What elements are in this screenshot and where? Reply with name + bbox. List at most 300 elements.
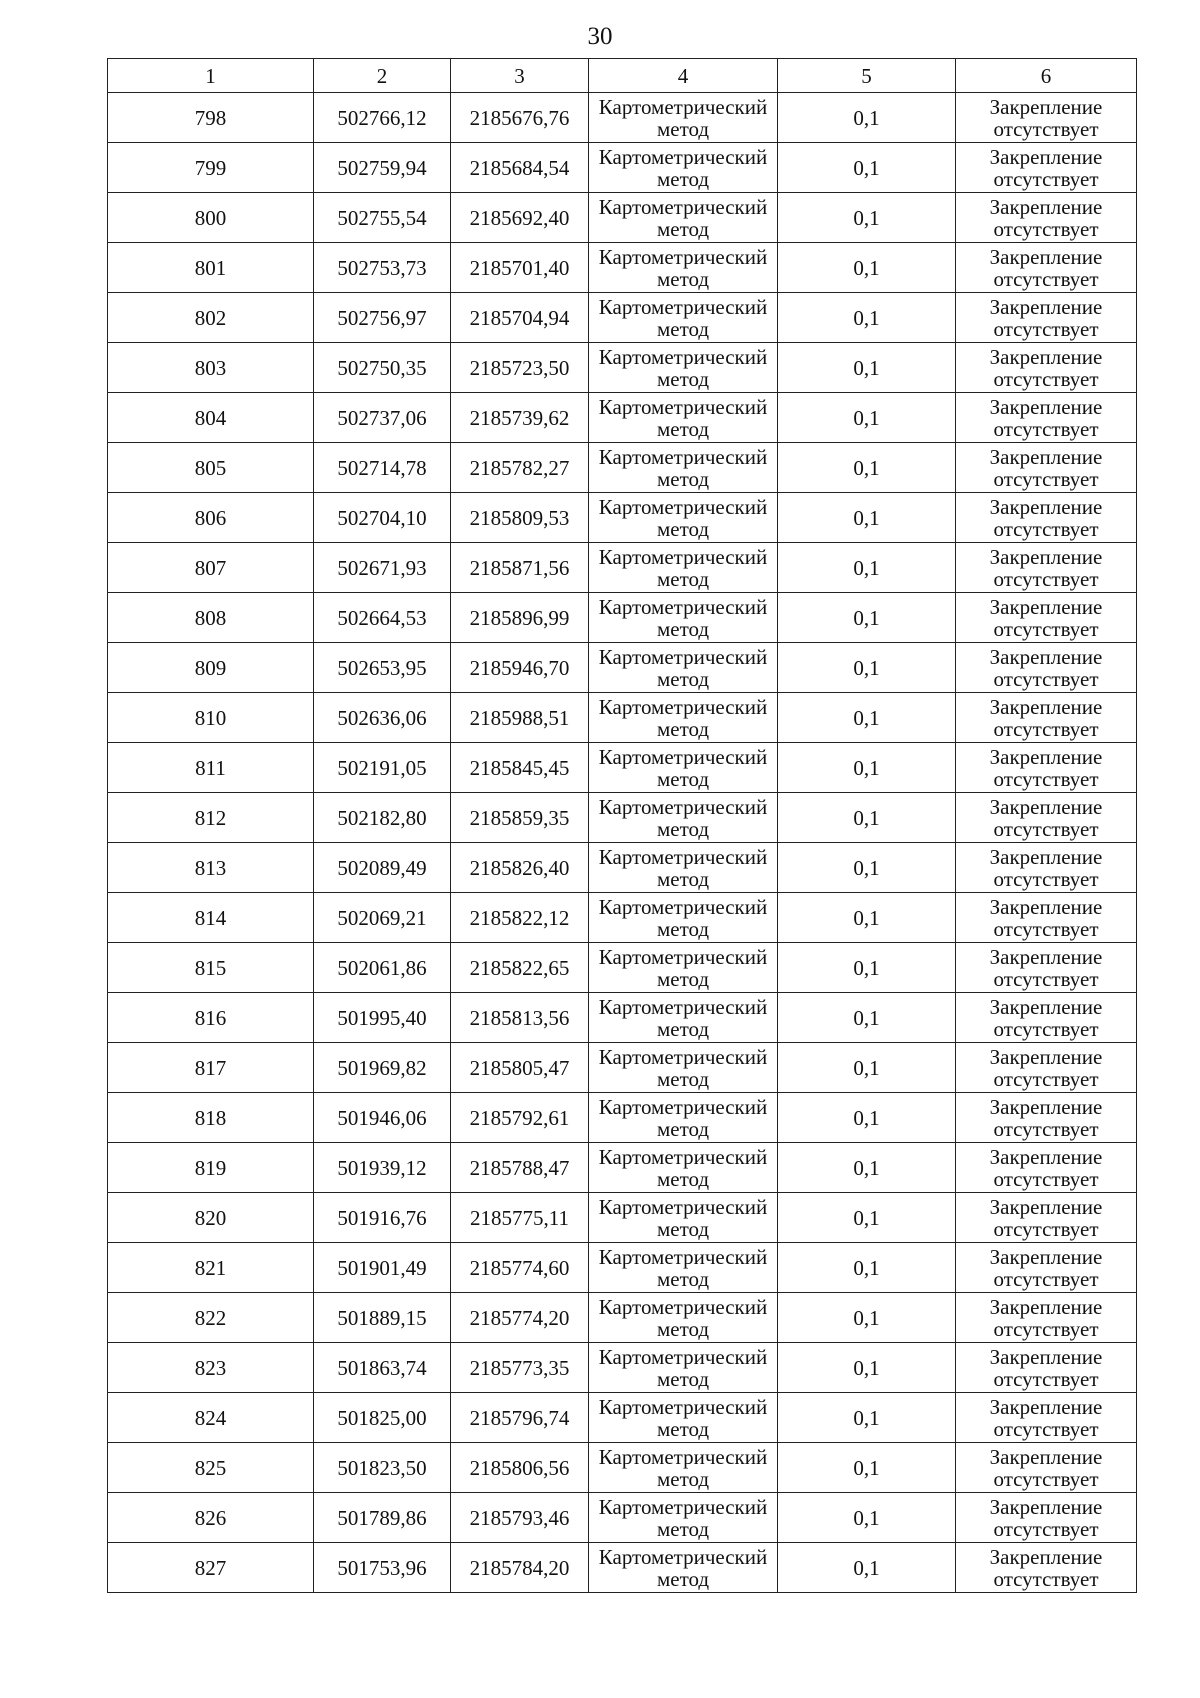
method-cell-line-2: метод — [656, 1066, 710, 1091]
coordinate-y-cell: 2185813,56 — [451, 993, 589, 1043]
coordinate-x-cell: 501995,40 — [314, 993, 451, 1043]
table-row — [108, 943, 1137, 993]
table-row — [108, 1193, 1137, 1243]
point-number-cell: 820 — [108, 1193, 314, 1243]
method-cell-line-1: Картометрический — [598, 94, 768, 119]
coordinate-x-cell: 502759,94 — [314, 143, 451, 193]
fixing-cell-line-1: Закрепление — [989, 244, 1103, 269]
point-number-cell: 809 — [108, 643, 314, 693]
fixing-cell — [956, 1143, 1137, 1193]
point-number-cell: 815 — [108, 943, 314, 993]
method-cell — [589, 993, 778, 1043]
method-cell-line-2: метод — [656, 1566, 710, 1591]
method-cell-line-1: Картометрический — [598, 1444, 768, 1469]
fixing-cell — [956, 143, 1137, 193]
fixing-cell-line-2: отсутствует — [993, 716, 1099, 741]
fixing-cell-line-1: Закрепление — [989, 544, 1103, 569]
fixing-cell-line-1: Закрепление — [989, 144, 1103, 169]
fixing-cell — [956, 593, 1137, 643]
method-cell-line-2: метод — [656, 166, 710, 191]
table-row — [108, 693, 1137, 743]
coordinate-y-cell: 2185826,40 — [451, 843, 589, 893]
fixing-cell-line-1: Закрепление — [989, 1344, 1103, 1369]
fixing-cell — [956, 1343, 1137, 1393]
coordinate-y-cell: 2185806,56 — [451, 1443, 589, 1493]
table-row — [108, 593, 1137, 643]
table-header-row — [108, 59, 1137, 93]
method-cell-line-1: Картометрический — [598, 894, 768, 919]
fixing-cell-line-2: отсутствует — [993, 116, 1099, 141]
method-cell-line-2: метод — [656, 1016, 710, 1041]
coordinate-x-cell: 502704,10 — [314, 493, 451, 543]
point-number-cell: 816 — [108, 993, 314, 1043]
column-header-2: 2 — [314, 59, 451, 93]
method-cell — [589, 443, 778, 493]
fixing-cell-line-1: Закрепление — [989, 1044, 1103, 1069]
method-cell — [589, 793, 778, 843]
fixing-cell — [956, 243, 1137, 293]
fixing-cell — [956, 1243, 1137, 1293]
fixing-cell-line-2: отсутствует — [993, 1216, 1099, 1241]
method-cell-line-2: метод — [656, 866, 710, 891]
method-cell-line-2: метод — [656, 1116, 710, 1141]
point-number-cell: 818 — [108, 1093, 314, 1143]
fixing-cell — [956, 843, 1137, 893]
point-number-cell: 822 — [108, 1293, 314, 1343]
method-cell — [589, 1343, 778, 1393]
point-number-cell: 819 — [108, 1143, 314, 1193]
fixing-cell — [956, 943, 1137, 993]
coordinate-y-cell: 2185988,51 — [451, 693, 589, 743]
fixing-cell-line-2: отсутствует — [993, 1016, 1099, 1041]
method-cell — [589, 643, 778, 693]
coordinate-y-cell: 2185822,12 — [451, 893, 589, 943]
accuracy-cell: 0,1 — [778, 293, 956, 343]
fixing-cell-line-1: Закрепление — [989, 944, 1103, 969]
method-cell-line-1: Картометрический — [598, 344, 768, 369]
fixing-cell — [956, 343, 1137, 393]
coordinate-x-cell: 502756,97 — [314, 293, 451, 343]
fixing-cell — [956, 1293, 1137, 1343]
coordinate-x-cell: 502714,78 — [314, 443, 451, 493]
fixing-cell — [956, 1393, 1137, 1443]
coordinate-x-cell: 502089,49 — [314, 843, 451, 893]
method-cell-line-1: Картометрический — [598, 1144, 768, 1169]
table-row — [108, 343, 1137, 393]
coordinate-x-cell: 502653,95 — [314, 643, 451, 693]
accuracy-cell: 0,1 — [778, 543, 956, 593]
fixing-cell-line-2: отсутствует — [993, 666, 1099, 691]
method-cell-line-2: метод — [656, 816, 710, 841]
method-cell — [589, 1193, 778, 1243]
accuracy-cell: 0,1 — [778, 1493, 956, 1543]
point-number-cell: 801 — [108, 243, 314, 293]
table-row — [108, 143, 1137, 193]
accuracy-cell: 0,1 — [778, 443, 956, 493]
table-row — [108, 1293, 1137, 1343]
fixing-cell-line-1: Закрепление — [989, 1294, 1103, 1319]
fixing-cell-line-1: Закрепление — [989, 94, 1103, 119]
coordinate-y-cell: 2185784,20 — [451, 1543, 589, 1593]
point-number-cell: 812 — [108, 793, 314, 843]
fixing-cell — [956, 543, 1137, 593]
fixing-cell-line-2: отсутствует — [993, 1116, 1099, 1141]
point-number-cell: 806 — [108, 493, 314, 543]
method-cell-line-2: метод — [656, 216, 710, 241]
fixing-cell-line-2: отсутствует — [993, 1316, 1099, 1341]
method-cell-line-1: Картометрический — [598, 394, 768, 419]
page-number: 30 — [587, 23, 613, 50]
coordinate-x-cell: 502664,53 — [314, 593, 451, 643]
fixing-cell-line-1: Закрепление — [989, 1394, 1103, 1419]
fixing-cell-line-1: Закрепление — [989, 1444, 1103, 1469]
method-cell — [589, 893, 778, 943]
point-number-cell: 825 — [108, 1443, 314, 1493]
table-row — [108, 1043, 1137, 1093]
point-number-cell: 808 — [108, 593, 314, 643]
table-row — [108, 543, 1137, 593]
fixing-cell — [956, 1043, 1137, 1093]
method-cell-line-1: Картометрический — [598, 1094, 768, 1119]
method-cell-line-2: метод — [656, 616, 710, 641]
table-row — [108, 1143, 1137, 1193]
method-cell — [589, 1043, 778, 1093]
coordinates-table — [107, 58, 1137, 1593]
point-number-cell: 826 — [108, 1493, 314, 1543]
method-cell-line-1: Картометрический — [598, 444, 768, 469]
fixing-cell-line-2: отсутствует — [993, 966, 1099, 991]
method-cell — [589, 343, 778, 393]
method-cell — [589, 1443, 778, 1493]
method-cell-line-2: метод — [656, 666, 710, 691]
coordinate-x-cell: 501823,50 — [314, 1443, 451, 1493]
fixing-cell-line-1: Закрепление — [989, 994, 1103, 1019]
method-cell-line-2: метод — [656, 366, 710, 391]
method-cell-line-1: Картометрический — [598, 194, 768, 219]
fixing-cell — [956, 793, 1137, 843]
coordinate-x-cell: 502191,05 — [314, 743, 451, 793]
point-number-cell: 827 — [108, 1543, 314, 1593]
method-cell-line-2: метод — [656, 466, 710, 491]
table-row — [108, 793, 1137, 843]
accuracy-cell: 0,1 — [778, 793, 956, 843]
method-cell-line-2: метод — [656, 416, 710, 441]
fixing-cell — [956, 1543, 1137, 1593]
accuracy-cell: 0,1 — [778, 593, 956, 643]
coordinate-x-cell: 501946,06 — [314, 1093, 451, 1143]
point-number-cell: 800 — [108, 193, 314, 243]
fixing-cell-line-1: Закрепление — [989, 1094, 1103, 1119]
method-cell-line-2: метод — [656, 916, 710, 941]
table-row — [108, 893, 1137, 943]
accuracy-cell: 0,1 — [778, 1393, 956, 1443]
table-row — [108, 1393, 1137, 1443]
method-cell-line-2: метод — [656, 1466, 710, 1491]
method-cell — [589, 843, 778, 893]
coordinate-y-cell: 2185774,20 — [451, 1293, 589, 1343]
coordinate-x-cell: 502636,06 — [314, 693, 451, 743]
accuracy-cell: 0,1 — [778, 243, 956, 293]
method-cell-line-1: Картометрический — [598, 1044, 768, 1069]
coordinate-y-cell: 2185782,27 — [451, 443, 589, 493]
coordinate-x-cell: 501969,82 — [314, 1043, 451, 1093]
fixing-cell-line-2: отсутствует — [993, 466, 1099, 491]
coordinate-y-cell: 2185684,54 — [451, 143, 589, 193]
accuracy-cell: 0,1 — [778, 1193, 956, 1243]
point-number-cell: 804 — [108, 393, 314, 443]
fixing-cell-line-2: отсутствует — [993, 216, 1099, 241]
coordinate-y-cell: 2185822,65 — [451, 943, 589, 993]
table-row — [108, 293, 1137, 343]
method-cell-line-1: Картометрический — [598, 994, 768, 1019]
point-number-cell: 798 — [108, 93, 314, 143]
method-cell-line-1: Картометрический — [598, 494, 768, 519]
coordinate-x-cell: 501789,86 — [314, 1493, 451, 1543]
accuracy-cell: 0,1 — [778, 943, 956, 993]
method-cell — [589, 943, 778, 993]
accuracy-cell: 0,1 — [778, 1243, 956, 1293]
method-cell-line-1: Картометрический — [598, 644, 768, 669]
method-cell-line-1: Картометрический — [598, 1394, 768, 1419]
fixing-cell-line-2: отсутствует — [993, 766, 1099, 791]
point-number-cell: 810 — [108, 693, 314, 743]
fixing-cell — [956, 893, 1137, 943]
fixing-cell — [956, 1443, 1137, 1493]
fixing-cell-line-1: Закрепление — [989, 1494, 1103, 1519]
table-row — [108, 443, 1137, 493]
coordinate-x-cell: 501889,15 — [314, 1293, 451, 1343]
point-number-cell: 811 — [108, 743, 314, 793]
fixing-cell-line-2: отсутствует — [993, 266, 1099, 291]
fixing-cell — [956, 693, 1137, 743]
fixing-cell — [956, 1193, 1137, 1243]
method-cell-line-2: метод — [656, 516, 710, 541]
method-cell-line-2: метод — [656, 316, 710, 341]
fixing-cell — [956, 993, 1137, 1043]
accuracy-cell: 0,1 — [778, 643, 956, 693]
method-cell-line-1: Картометрический — [598, 594, 768, 619]
method-cell-line-2: метод — [656, 1316, 710, 1341]
method-cell-line-2: метод — [656, 1366, 710, 1391]
fixing-cell-line-1: Закрепление — [989, 444, 1103, 469]
accuracy-cell: 0,1 — [778, 1093, 956, 1143]
fixing-cell — [956, 1093, 1137, 1143]
table-row — [108, 1443, 1137, 1493]
column-header-5: 5 — [778, 59, 956, 93]
fixing-cell-line-2: отсутствует — [993, 916, 1099, 941]
fixing-cell-line-2: отсутствует — [993, 1516, 1099, 1541]
method-cell-line-2: метод — [656, 716, 710, 741]
coordinate-x-cell: 502753,73 — [314, 243, 451, 293]
accuracy-cell: 0,1 — [778, 1293, 956, 1343]
fixing-cell-line-2: отсутствует — [993, 1566, 1099, 1591]
point-number-cell: 813 — [108, 843, 314, 893]
method-cell — [589, 293, 778, 343]
accuracy-cell: 0,1 — [778, 1443, 956, 1493]
coordinate-y-cell: 2185723,50 — [451, 343, 589, 393]
accuracy-cell: 0,1 — [778, 693, 956, 743]
fixing-cell-line-2: отсутствует — [993, 1416, 1099, 1441]
fixing-cell-line-2: отсутствует — [993, 1266, 1099, 1291]
table-row — [108, 1243, 1137, 1293]
table-row — [108, 1093, 1137, 1143]
table-row — [108, 743, 1137, 793]
point-number-cell: 807 — [108, 543, 314, 593]
fixing-cell — [956, 293, 1137, 343]
fixing-cell-line-2: отсутствует — [993, 866, 1099, 891]
coordinate-y-cell: 2185739,62 — [451, 393, 589, 443]
fixing-cell-line-1: Закрепление — [989, 1244, 1103, 1269]
coordinate-y-cell: 2185692,40 — [451, 193, 589, 243]
column-header-1: 1 — [108, 59, 314, 93]
table-row — [108, 493, 1137, 543]
fixing-cell-line-2: отсутствует — [993, 1366, 1099, 1391]
fixing-cell-line-1: Закрепление — [989, 894, 1103, 919]
accuracy-cell: 0,1 — [778, 1343, 956, 1393]
table-row — [108, 643, 1137, 693]
fixing-cell-line-2: отсутствует — [993, 1466, 1099, 1491]
method-cell-line-2: метод — [656, 116, 710, 141]
fixing-cell-line-1: Закрепление — [989, 344, 1103, 369]
method-cell — [589, 393, 778, 443]
accuracy-cell: 0,1 — [778, 143, 956, 193]
coordinate-x-cell: 502671,93 — [314, 543, 451, 593]
fixing-cell — [956, 393, 1137, 443]
method-cell — [589, 693, 778, 743]
method-cell-line-1: Картометрический — [598, 1194, 768, 1219]
fixing-cell-line-2: отсутствует — [993, 1166, 1099, 1191]
table-row — [108, 1543, 1137, 1593]
method-cell — [589, 593, 778, 643]
fixing-cell-line-1: Закрепление — [989, 844, 1103, 869]
fixing-cell-line-1: Закрепление — [989, 644, 1103, 669]
fixing-cell-line-1: Закрепление — [989, 744, 1103, 769]
method-cell-line-1: Картометрический — [598, 1494, 768, 1519]
point-number-cell: 824 — [108, 1393, 314, 1443]
coordinate-y-cell: 2185871,56 — [451, 543, 589, 593]
accuracy-cell: 0,1 — [778, 193, 956, 243]
accuracy-cell: 0,1 — [778, 993, 956, 1043]
coordinate-y-cell: 2185792,61 — [451, 1093, 589, 1143]
column-header-3: 3 — [451, 59, 589, 93]
method-cell — [589, 493, 778, 543]
point-number-cell: 821 — [108, 1243, 314, 1293]
method-cell-line-2: метод — [656, 1516, 710, 1541]
method-cell-line-1: Картометрический — [598, 1244, 768, 1269]
coordinate-y-cell: 2185896,99 — [451, 593, 589, 643]
fixing-cell-line-1: Закрепление — [989, 294, 1103, 319]
method-cell-line-2: метод — [656, 566, 710, 591]
fixing-cell-line-2: отсутствует — [993, 816, 1099, 841]
table-row — [108, 843, 1137, 893]
fixing-cell — [956, 743, 1137, 793]
fixing-cell — [956, 643, 1137, 693]
coordinate-x-cell: 502737,06 — [314, 393, 451, 443]
coordinate-x-cell: 502182,80 — [314, 793, 451, 843]
method-cell — [589, 143, 778, 193]
method-cell-line-1: Картометрический — [598, 144, 768, 169]
point-number-cell: 817 — [108, 1043, 314, 1093]
fixing-cell-line-1: Закрепление — [989, 594, 1103, 619]
method-cell — [589, 93, 778, 143]
method-cell — [589, 543, 778, 593]
coordinate-y-cell: 2185946,70 — [451, 643, 589, 693]
accuracy-cell: 0,1 — [778, 843, 956, 893]
point-number-cell: 823 — [108, 1343, 314, 1393]
method-cell-line-1: Картометрический — [598, 244, 768, 269]
table-row — [108, 1343, 1137, 1393]
fixing-cell — [956, 1493, 1137, 1543]
fixing-cell — [956, 443, 1137, 493]
coordinate-y-cell: 2185773,35 — [451, 1343, 589, 1393]
coordinate-x-cell: 502766,12 — [314, 93, 451, 143]
accuracy-cell: 0,1 — [778, 743, 956, 793]
accuracy-cell: 0,1 — [778, 893, 956, 943]
point-number-cell: 805 — [108, 443, 314, 493]
coordinate-y-cell: 2185701,40 — [451, 243, 589, 293]
point-number-cell: 814 — [108, 893, 314, 943]
fixing-cell-line-2: отсутствует — [993, 516, 1099, 541]
accuracy-cell: 0,1 — [778, 1043, 956, 1093]
method-cell — [589, 1243, 778, 1293]
coordinate-x-cell: 501753,96 — [314, 1543, 451, 1593]
fixing-cell-line-2: отсутствует — [993, 416, 1099, 441]
table-row — [108, 243, 1137, 293]
coordinate-x-cell: 501825,00 — [314, 1393, 451, 1443]
coordinate-y-cell: 2185788,47 — [451, 1143, 589, 1193]
method-cell-line-2: метод — [656, 1216, 710, 1241]
coordinate-x-cell: 501916,76 — [314, 1193, 451, 1243]
fixing-cell-line-1: Закрепление — [989, 194, 1103, 219]
point-number-cell: 803 — [108, 343, 314, 393]
method-cell-line-1: Картометрический — [598, 744, 768, 769]
method-cell-line-1: Картометрический — [598, 1544, 768, 1569]
fixing-cell — [956, 493, 1137, 543]
method-cell — [589, 1093, 778, 1143]
fixing-cell-line-2: отсутствует — [993, 316, 1099, 341]
coordinate-y-cell: 2185859,35 — [451, 793, 589, 843]
accuracy-cell: 0,1 — [778, 1143, 956, 1193]
method-cell-line-2: метод — [656, 1416, 710, 1441]
coordinate-y-cell: 2185845,45 — [451, 743, 589, 793]
coordinate-y-cell: 2185774,60 — [451, 1243, 589, 1293]
coordinate-x-cell: 501939,12 — [314, 1143, 451, 1193]
fixing-cell-line-1: Закрепление — [989, 1194, 1103, 1219]
point-number-cell: 802 — [108, 293, 314, 343]
method-cell-line-2: метод — [656, 966, 710, 991]
column-header-6: 6 — [956, 59, 1137, 93]
fixing-cell-line-1: Закрепление — [989, 1544, 1103, 1569]
fixing-cell-line-1: Закрепление — [989, 494, 1103, 519]
method-cell-line-2: метод — [656, 266, 710, 291]
accuracy-cell: 0,1 — [778, 493, 956, 543]
accuracy-cell: 0,1 — [778, 93, 956, 143]
table-row — [108, 1493, 1137, 1543]
coordinate-x-cell: 502069,21 — [314, 893, 451, 943]
method-cell-line-1: Картометрический — [598, 544, 768, 569]
table-row — [108, 393, 1137, 443]
method-cell — [589, 1493, 778, 1543]
method-cell-line-1: Картометрический — [598, 794, 768, 819]
method-cell-line-1: Картометрический — [598, 1294, 768, 1319]
coordinate-x-cell: 501901,49 — [314, 1243, 451, 1293]
fixing-cell-line-2: отсутствует — [993, 166, 1099, 191]
method-cell — [589, 1393, 778, 1443]
table-row — [108, 93, 1137, 143]
fixing-cell-line-1: Закрепление — [989, 1144, 1103, 1169]
accuracy-cell: 0,1 — [778, 343, 956, 393]
method-cell-line-2: метод — [656, 1166, 710, 1191]
